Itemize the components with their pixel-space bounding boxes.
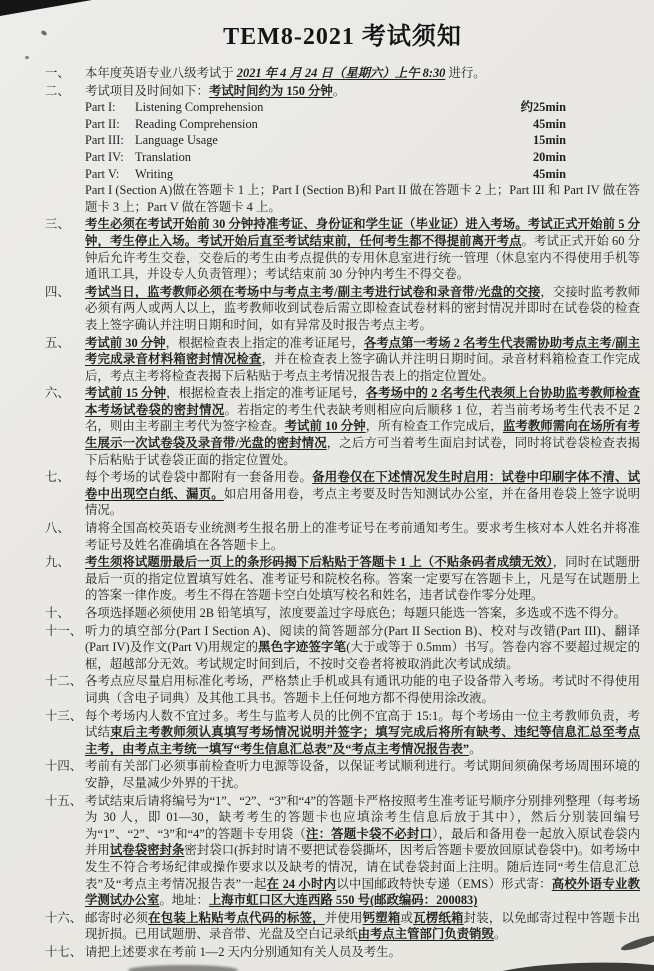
item-number: 三、: [45, 217, 70, 232]
notice-item: [45, 469, 640, 519]
item-number: 五、: [45, 335, 70, 350]
text-segment: 试卷袋密封条: [109, 843, 185, 858]
item-text: [85, 284, 640, 334]
part-name: Writing: [135, 166, 174, 181]
item-text: [85, 385, 640, 468]
text-segment: ，并在检查表上签字确认并注明日期时间。录音材料箱检查工作完成后，考点主考将检查表揭下后粘贴于考点主考情况报告表上的指定位置处。: [85, 352, 641, 383]
text-segment: 请将全国高校英语专业统测考生报名册上的准考证号在考前通知考生。要求考生核对本人姓名并将准考证号及姓名准确填在各答题卡上。: [85, 521, 640, 552]
item-note: [85, 182, 640, 215]
notice-item: [45, 910, 640, 943]
part-label: Part V:: [85, 166, 120, 181]
text-segment: 黑色字迹签字笔: [258, 640, 347, 655]
item-number: 二、: [45, 83, 70, 98]
part-duration: 20min: [532, 149, 566, 164]
item-number: 七、: [45, 470, 70, 485]
item-text: [85, 216, 640, 282]
text-segment: 考试前 30 分钟: [85, 335, 166, 350]
exam-part-row: [85, 132, 640, 149]
text-segment: 各考点第一考场 2 名考生代表需协助考点主考/副主考完成录音材料箱密封情况检查: [85, 335, 641, 367]
text-segment: Part I (Section A)做在答题卡 1 上；Part I (Section B)和 Part II 做在答题卡 2 上；Part III 和 Part IV 做在答题卡 3 上；Part V 做在答题卡 4 上。: [85, 183, 640, 214]
item-text: [85, 910, 640, 943]
text-segment: 高校外语专业教学测试办公室: [85, 876, 641, 908]
exam-part-row: [85, 149, 640, 166]
exam-part-row: [85, 99, 640, 116]
text-segment: 请把上述要求在考前 1—2 天内分别通知有关人员及考生。: [85, 944, 401, 959]
part-name: Translation: [135, 149, 191, 164]
item-number: 十三、: [45, 708, 83, 723]
notice-item: [45, 83, 640, 216]
notice-item: [45, 708, 640, 758]
text-segment: 进行。: [445, 66, 486, 80]
text-segment: 。考试正式开始 60 分钟后允许考生交卷，交卷后的考生由考点提供的专用休息室进行统一管理（休息室内不得使用手机等通讯工具，并设专人负责管理）；考试结束前 30 分钟内考生不得交卷。: [85, 233, 640, 282]
document-content: [45, 16, 640, 960]
item-number: 九、: [45, 555, 70, 570]
text-segment: 各考点应尽量启用标准化考场，严格禁止手机或具有通讯功能的电子设备带入考场。考试时不得使用词典（含电子词典）及其他工具书。答题卡上任何地方都不得使用涂改液。: [85, 674, 640, 705]
item-text: [85, 520, 640, 553]
text-segment: ，之后方可当着考生面启封试卷，同时将试卷袋检查表揭下后粘贴于试卷袋正面的指定位置处。: [85, 436, 640, 467]
part-label: Part III:: [85, 133, 124, 148]
text-segment: 如启用备用卷，考点主考要及时告知测试办公室，并在备用卷袋上签字说明情况。: [85, 486, 641, 518]
part-duration: 约25min: [520, 100, 566, 115]
text-segment: 。若指定的考生代表缺考则相应向后顺移 1 位，若当前考场考生代表不足 2 名，则由主考副主考代为签字检查。: [85, 402, 640, 434]
part-duration: 15min: [532, 133, 566, 148]
text-segment: 监考教师需向在场所有考生展示一次试卷袋及录音带/光盘的密封情况: [85, 419, 641, 451]
text-segment: 备用卷仅在下述情况发生时启用：试卷中印刷字体不清、试卷中出现空白纸、漏页。: [85, 470, 641, 501]
item-text: [85, 605, 640, 622]
part-label: Part II:: [85, 116, 120, 131]
text-segment: 在包装上粘贴考点代码的标签，: [148, 910, 325, 925]
text-segment: ），最后和备用卷一起放入原试卷袋内并用: [85, 826, 640, 858]
text-segment: 考试结束后请将编号为“1”、“2”、“3”和“4”的答题卡严格按照考生准考证号顺序分别排列整理（每考场为 30 人，即 01—30，缺考考生的答题卡也应填涂考生信息后放于其中），然后分别装回编号为“1”、“2”、“3”和“4”的答题卡专用袋（: [85, 793, 640, 841]
item-number: 四、: [45, 284, 70, 299]
text-segment: 钙塑箱: [362, 910, 401, 925]
text-segment: 各项选择题必须使用 2B 铅笔填写，浓度要盖过字母底色；每题只能选一答案，多选或不选不得分。: [85, 606, 627, 620]
text-segment: 密封袋口(拆封时请不要把试卷袋撕坏，因考后答题卡要放回原试卷袋中)。如考场中发生不符合考场纪律或操作要求以及缺考的情况，请在试卷袋封面上注明。随后连同“考生信息汇总表”及“考点主考情况报告表”一起: [85, 843, 641, 891]
text-segment: 。地址：: [159, 893, 209, 908]
text-segment: 2021 年 4 月 24 日（星期六）上午 8:30: [236, 66, 446, 80]
item-text: [85, 758, 640, 791]
text-segment: 。: [469, 741, 482, 756]
item-text: [85, 708, 640, 758]
text-segment: 束后主考教师须认真填写考场情况说明并签字；填写完成后将所有缺考、违纪等信息汇总至考点主考，由考点主考统一填写“考生信息汇总表”及“考点主考情况报告表”: [85, 725, 641, 756]
text-segment: 上海市虹口区大连西路 550 号(邮政编码：200083): [208, 893, 478, 908]
item-number: 十四、: [45, 759, 83, 774]
notice-item: [45, 65, 640, 82]
notice-item: [45, 554, 640, 604]
notice-item: [45, 335, 640, 385]
text-segment: 考试前 15 分钟: [85, 386, 167, 401]
text-segment: ，所有检查工作完成后，: [365, 419, 503, 434]
text-segment: 每个考场内人数不宜过多。考生与监考人员的比例不宜高于 15:1。每个考场由一位主考教师负责，考试结: [85, 708, 640, 740]
text-segment: 各考场中的 2 名考生代表须上台协助监考教师检查本考场试卷袋的密封情况: [85, 386, 641, 417]
notice-item: [45, 673, 640, 706]
scan-artifact-top-left-corner: [0, 0, 92, 16]
notice-item: [45, 520, 640, 553]
notice-item: [45, 758, 640, 791]
notice-item: [45, 216, 640, 282]
item-text: [85, 793, 640, 909]
text-segment: 本年度英语专业八级考试于: [85, 66, 237, 80]
part-name: Listening Comprehension: [135, 100, 264, 115]
text-segment: 考前有关部门必须事前检查听力电源等设备，以保证考试顺利进行。考试期间须确保考场周围环境的安静，尽量减少外界的干扰。: [85, 759, 640, 790]
notice-item: [45, 793, 640, 909]
text-segment: ，根据检查表上指定的准考证尾号，: [165, 335, 364, 350]
text-segment: 并使用: [324, 910, 363, 925]
text-segment: 考试时间约为 150 分钟: [208, 83, 333, 98]
item-number: 十一、: [45, 623, 83, 638]
text-segment: 考生须将试题册最后一页上的条形码揭下后粘贴于答题卡 1 上（不贴条码者成绩无效）: [85, 555, 553, 570]
text-segment: ，根据检查表上指定的准考证尾号，: [166, 386, 366, 401]
item-text: [85, 673, 640, 706]
text-segment: 考生必须在考试开始前 30 分钟持准考证、身份证和学生证（毕业证）进入考场。考试正式开始前 5 分钟，考生停止入场。考试开始后直至考试结束前，任何考生都不得提前离开考点: [85, 217, 640, 248]
text-segment: 听力的填空部分(Part I Section A)、阅读的简答题部分(Part II Section B)、校对与改错(Part III)、翻译(Part IV)及作文(Part V)用规定的: [85, 623, 640, 655]
item-text: [85, 335, 640, 385]
exam-part-row: [85, 166, 640, 183]
notice-list: [45, 65, 640, 960]
item-number: 一、: [45, 66, 70, 80]
text-segment: 。: [493, 927, 507, 942]
part-duration: 45min: [532, 116, 566, 131]
text-segment: 考试前 10 分钟: [284, 419, 366, 434]
item-number: 十二、: [45, 674, 83, 689]
item-text: [85, 65, 640, 82]
notice-item: [45, 623, 640, 673]
text-segment: 瓦楞纸箱: [413, 910, 464, 925]
item-number: 八、: [45, 521, 70, 536]
part-label: Part IV:: [85, 149, 124, 164]
notice-item: [45, 944, 640, 961]
item-text: [85, 554, 640, 604]
text-segment: 每个考场的试卷袋中都附有一套备用卷。: [85, 470, 313, 485]
item-number: 十六、: [45, 910, 83, 925]
item-text: [85, 469, 640, 519]
text-segment: 考试项目及时间如下：: [85, 83, 209, 98]
part-name: Reading Comprehension: [135, 116, 258, 131]
text-segment: (大于或等于 0.5mm）书写。答卷内容不要超过规定的框，超越部分无效。考试规定时间到后，不按时交卷者将被取消此次考试成绩。: [85, 640, 641, 671]
text-segment: 邮寄时必须: [85, 910, 149, 925]
text-segment: ，同时在试题册最后一页的指定位置填写姓名、准考证号和院校名称。答案一定要写在答题卡上，凡是写在试题册上的答案一律作废。考生不得在答题卡空白处填写校名和姓名，违者试卷作零分处理。: [85, 555, 640, 603]
notice-item: [45, 284, 640, 334]
text-segment: 或: [400, 910, 414, 925]
exam-part-row: [85, 116, 640, 133]
text-segment: 由考点主管部门负责销毁: [357, 927, 494, 942]
item-number: 十、: [45, 606, 70, 620]
ink-speck: [25, 56, 29, 59]
item-number: 六、: [45, 386, 70, 401]
text-segment: 以中国邮政特快专递（EMS）形式寄：: [336, 876, 552, 891]
item-text: [85, 83, 640, 216]
text-segment: 。: [332, 83, 346, 98]
notice-item: [45, 385, 640, 468]
part-label: Part I:: [85, 100, 116, 115]
scan-shadow-bottom: [128, 965, 238, 971]
scan-shadow-bottom-right: [480, 960, 654, 971]
item-text: [85, 623, 640, 673]
item-text: [85, 944, 640, 961]
text-segment: 注：答题卡袋不必封口: [305, 826, 433, 841]
part-name: Language Usage: [135, 133, 218, 148]
text-segment: 在 24 小时内: [266, 876, 337, 891]
text-segment: 考试当日，监考教师必须在考场中与考点主考/副主考进行试卷和录音带/光盘的交接: [85, 284, 541, 299]
notice-item: [45, 605, 640, 622]
part-duration: 45min: [532, 166, 566, 181]
page-title: TEM8-2021 考试须知: [223, 24, 462, 50]
item-number: 十五、: [45, 793, 83, 808]
text-segment: 封装，以免邮寄过程中答题卡出现折损。已用试题册、录音带、光盘及空白记录纸: [85, 910, 641, 942]
item-number: 十七、: [45, 944, 83, 959]
text-segment: ，交接时监考教师必须有两人或两人以上，监考教师收到试卷后需立即检查试卷材料的密封情况并即时在试卷袋的检查表上签字确认并注明日期和时间，如有异常及时报告考点主考。: [85, 284, 641, 332]
